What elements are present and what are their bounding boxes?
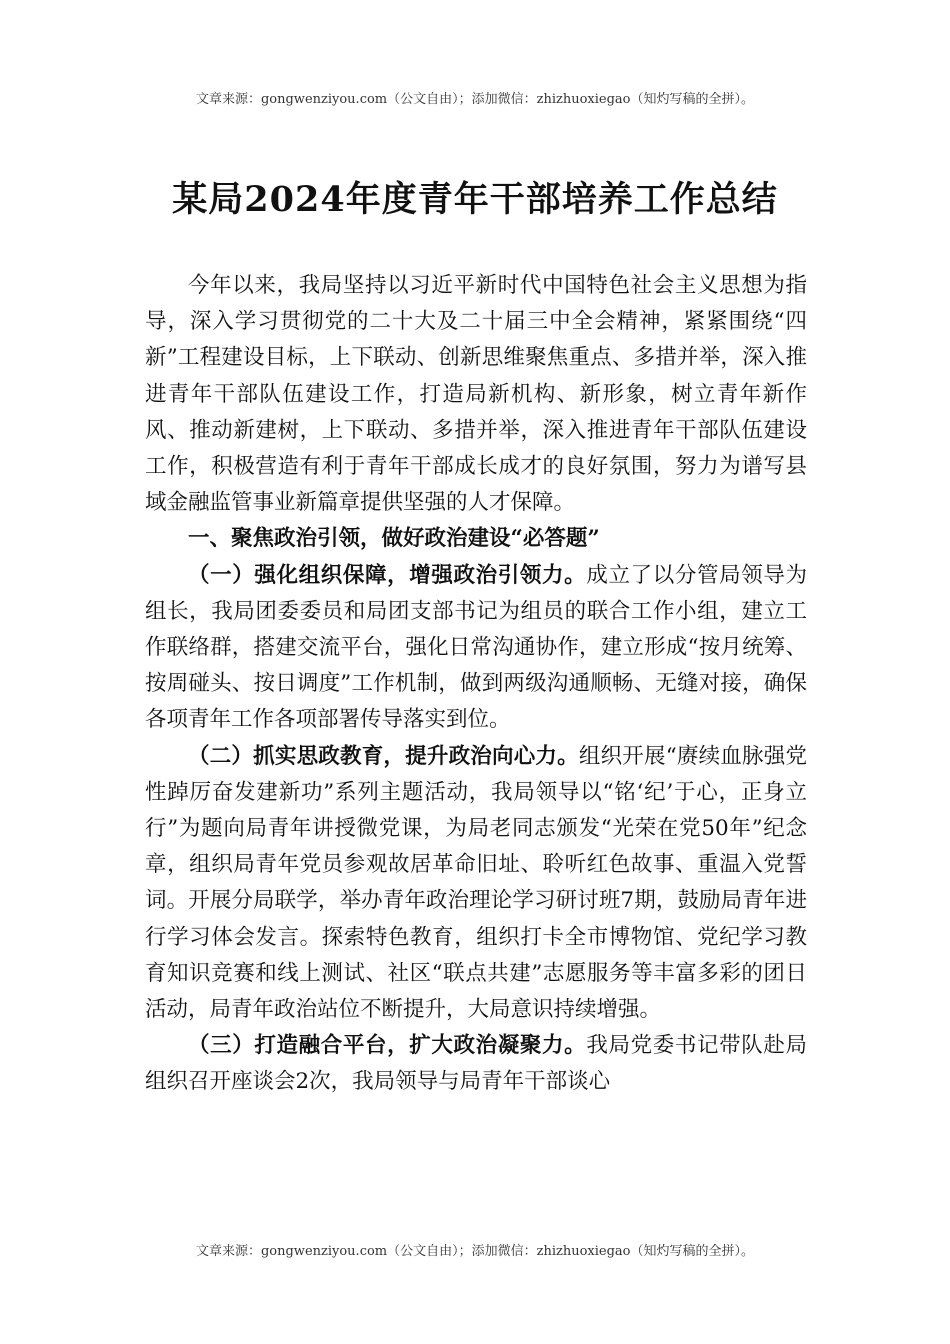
document-body [145,268,807,1101]
paragraph-3-text: 我局党委书记带队赴局组织召开座谈会2次，我局领导与局青年干部谈心 [145,1033,807,1095]
paragraph-3 [145,1028,807,1100]
intro-paragraph: 今年以来，我局坚持以习近平新时代中国特色社会主义思想为指导，深入学习贯彻党的二十大及二十届三中全会精神，紧紧围绕“四新”工程建设目标，上下联动、创新思维聚焦重点、多措并举，深入推进青年干部队伍建设工作，打造局新机构、新形象，树立青年新作风、推动新建树，上下联动、多措并举，深入推进青年干部队伍建设工作，积极营造有利于青年干部成长成才的良好氛围，努力为谱写县域金融监管事业新篇章提供坚强的人才保障。 [145,273,807,516]
paragraph-1 [145,558,807,739]
section-heading-1: 一、聚焦政治引领，做好政治建设“必答题” [188,526,600,552]
paragraph-2-text: 组织开展“赓续血脉强党性踔厉奋发建新功”系列主题活动，我局领导以“铭‘纪’于心，正身立行”为题向局青年讲授微党课，为局老同志颁发“光荣在党50年”纪念章，组织局青年党员参观故居革命旧址、聆听红色故事、重温入党誓词。开展分局联学，举办青年政治理论学习研讨班7期，鼓励局青年进行学习体会发言。探索特色教育，组织打卡全市博物馆、党纪学习教育知识竞赛和线上测试、社区“联点共建”志愿服务等丰富多彩的团日活动，局青年政治站位不断提升，大局意识持续增强。 [145,743,807,1023]
paragraph-3-lead: （三）打造融合平台，扩大政治凝聚力。 [188,1033,587,1059]
document-title: 某局2024年度青年干部培养工作总结 [172,179,778,220]
paragraph-2-lead: （二）抓实思政教育，提升政治向心力。 [188,743,579,769]
page-header-source: 文章来源：gongwenziyou.com（公文自由）；添加微信：zhizhuoxiegao（知灼写稿的全拼）。 [195,92,755,107]
paragraph-1-lead: （一）强化组织保障，增强政治引领力。 [188,562,587,588]
paragraph-2 [145,739,807,1029]
paragraph-1-text: 成立了以分管局领导为组长，我局团委委员和局团支部书记为组员的联合工作小组，建立工作联络群，搭建交流平台，强化日常沟通协作，建立形成“按月统筹、按周碰头、按日调度”工作机制，做到两级沟通顺畅、无缝对接，确保各项青年工作各项部署传导落实到位。 [145,562,807,733]
page-footer-source: 文章来源：gongwenziyou.com（公文自由）；添加微信：zhizhuoxiegao（知灼写稿的全拼）。 [195,1244,755,1259]
